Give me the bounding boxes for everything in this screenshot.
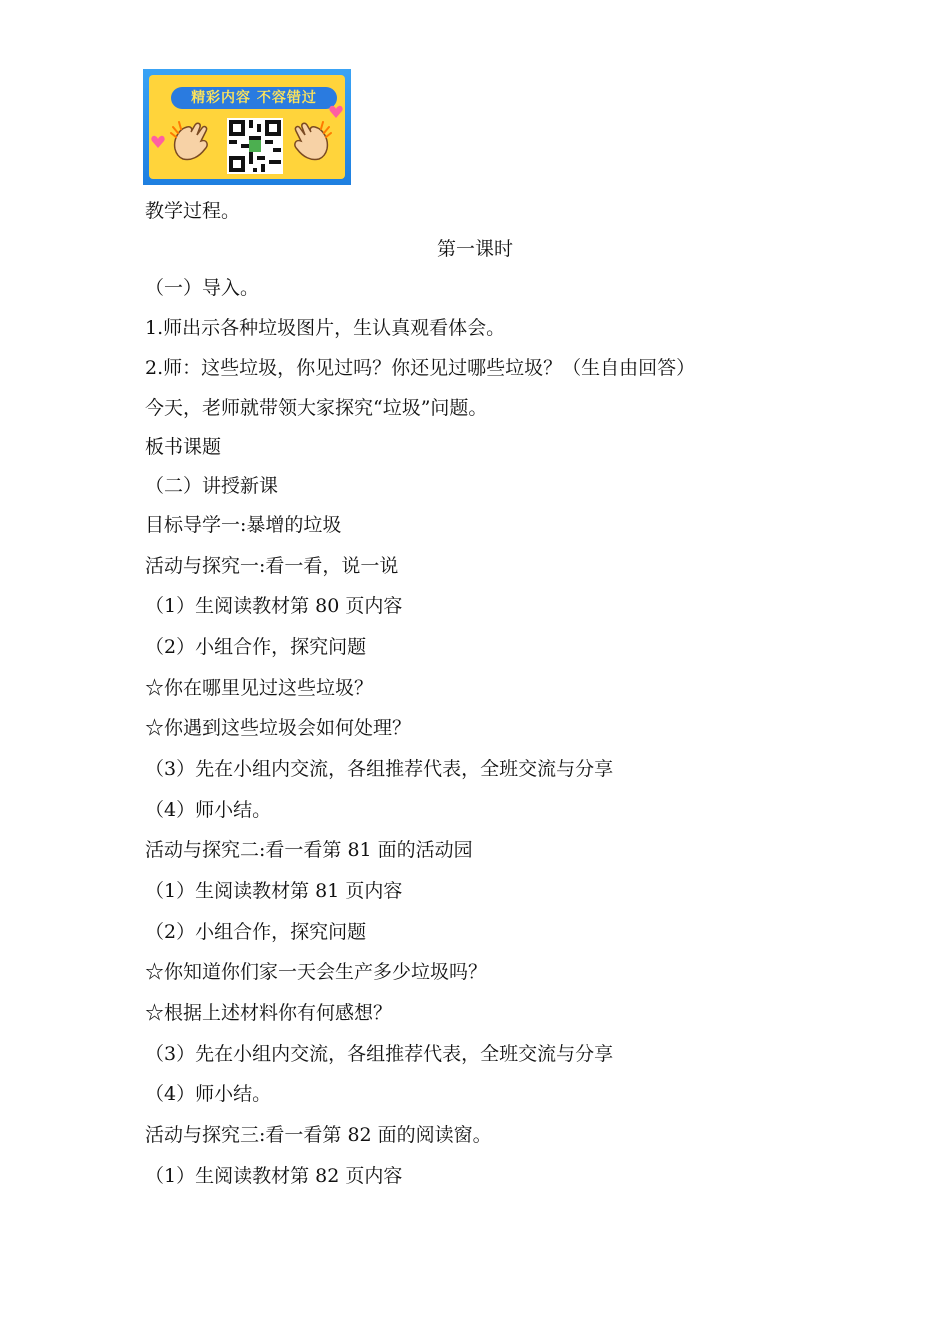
section-heading: 教学过程。 — [145, 200, 241, 222]
text-line: （4）师小结。 — [145, 799, 272, 821]
text-line: 2.师：这些垃圾，你见过吗？你还见过哪些垃圾？（生自由回答） — [145, 357, 696, 379]
banner-panel — [149, 75, 345, 179]
text-line: 目标导学一:暴增的垃圾 — [145, 514, 342, 536]
text-line: ☆你知道你们家一天会生产多少垃圾吗？ — [145, 961, 488, 983]
text-line: （1）生阅读教材第 81 页内容 — [145, 880, 403, 902]
heart-icon — [151, 135, 165, 149]
text-line: （4）师小结。 — [145, 1083, 272, 1105]
text-line: （二）讲授新课 — [145, 475, 279, 497]
text-line: （2）小组合作，探究问题 — [145, 921, 367, 943]
text-line: ☆你遇到这些垃圾会如何处理？ — [145, 717, 412, 739]
qr-code — [227, 118, 283, 174]
banner-headline: 精彩内容 不容错过 — [171, 87, 337, 109]
text-line: 板书课题 — [145, 436, 222, 458]
text-line: （一）导入。 — [145, 277, 260, 299]
text-line: 1.师出示各种垃圾图片，生认真观看体会。 — [145, 317, 506, 339]
text-line: 活动与探究三:看一看第 82 面的阅读窗。 — [145, 1124, 492, 1146]
text-line: （3）先在小组内交流，各组推荐代表，全班交流与分享 — [145, 1043, 614, 1065]
clapping-hands-icon — [289, 119, 333, 165]
heart-icon — [329, 105, 343, 119]
text-line: （1）生阅读教材第 82 页内容 — [145, 1165, 403, 1187]
text-line: ☆你在哪里见过这些垃圾？ — [145, 677, 374, 699]
text-line: （3）先在小组内交流，各组推荐代表，全班交流与分享 — [145, 758, 614, 780]
lesson-title: 第一课时 — [436, 238, 513, 260]
clapping-hands-icon — [169, 119, 213, 165]
text-line: 活动与探究一:看一看，说一说 — [145, 555, 399, 577]
text-line: （2）小组合作，探究问题 — [145, 636, 367, 658]
promo-banner — [143, 69, 351, 185]
text-line: 活动与探究二:看一看第 81 面的活动园 — [145, 839, 473, 861]
text-line: （1）生阅读教材第 80 页内容 — [145, 595, 403, 617]
text-line: ☆根据上述材料你有何感想？ — [145, 1002, 393, 1024]
text-line: 今天，老师就带领大家探究“垃圾”问题。 — [145, 397, 488, 419]
